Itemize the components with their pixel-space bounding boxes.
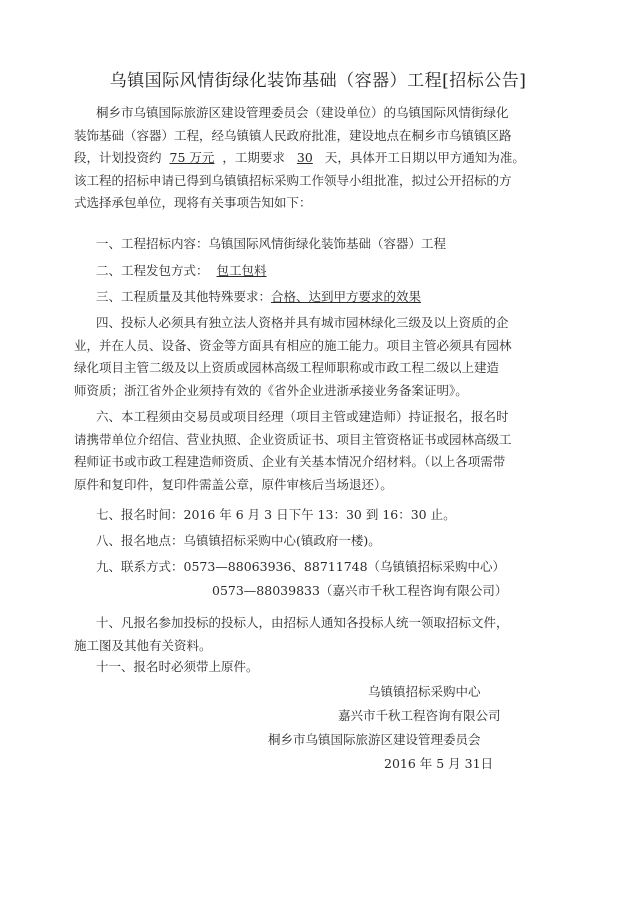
intro-invest-label: 段，计划投资约 bbox=[74, 150, 162, 165]
item-1-scope: 一、工程招标内容：乌镇国际风情街绿化装饰基础（容器）工程 bbox=[96, 236, 447, 251]
signature-org-1: 乌镇镇招标采购中心 bbox=[368, 684, 481, 699]
docs-line-3: 程师证书或市政工程建造师资质、企业有关基本情况介绍材料。（以上各项需带 bbox=[74, 454, 506, 469]
docs-line-4: 原件和复印件，复印件需盖公章，原件审核后当场退还）。 bbox=[74, 476, 393, 492]
intro-line-5: 式选择承包单位，现将有关事项告知如下： bbox=[74, 195, 312, 210]
documents-line-1: 十、凡报名参加投标的投标人，由招标人通知各投标人统一领取招标文件， bbox=[96, 615, 509, 630]
intro-paragraph bbox=[74, 102, 556, 215]
item-8-location: 八、报名地点：乌镇镇招标采购中心(镇政府一楼)。 bbox=[96, 533, 381, 548]
documents-line-2: 施工图及其他有关资料。 bbox=[74, 637, 212, 653]
intro-duration-label: ，工期要求 bbox=[222, 150, 285, 165]
intro-start-note: 天，具体开工日期以甲方通知为准。 bbox=[324, 150, 525, 165]
signature-date: 2016 年 5 月 31日 bbox=[384, 756, 494, 771]
item-9-contact: 九、联系方式：0573—88063936、88711748（乌镇镇招标采购中心） bbox=[96, 559, 506, 574]
qualification-line-3: 绿化项目主管二级及以上资质或园林高级工程师职称或市政工程二级以上建造 bbox=[74, 360, 500, 375]
intro-line-4: 该工程的招标申请已得到乌镇镇招标采购工作领导小组批准，拟过公开招标的方 bbox=[74, 172, 512, 188]
item-10-documents bbox=[74, 612, 556, 657]
item-11-originals: 十一、报名时必须带上原件。 bbox=[96, 659, 259, 674]
docs-line-2: 请携带单位介绍信、营业执照、企业资质证书、项目主管资格证书或园林高级工 bbox=[74, 431, 512, 447]
signature-org-2: 嘉兴市千秋工程咨询有限公司 bbox=[338, 708, 501, 723]
page-title: 乌镇国际风情街绿化装饰基础（容器）工程[招标公告] bbox=[109, 71, 527, 91]
intro-line-1: 桐乡市乌镇国际旅游区建设管理委员会（建设单位）的乌镇国际风情街绿化 bbox=[96, 105, 509, 120]
intro-line-2: 装饰基础（容器）工程，经乌镇镇人民政府批准，建设地点在桐乡市乌镇镇区路 bbox=[74, 127, 512, 143]
duration-days: 30 bbox=[296, 150, 313, 165]
quality-label: 三、工程质量及其他特殊要求： bbox=[96, 289, 272, 304]
qualification-line-2: 业，并在人员、设备、资金等方面具有相应的施工能力。项目主管必须具有园林 bbox=[74, 337, 512, 353]
item-7-time: 七、报名时间：2016 年 6 月 3 日下午 13：30 到 16：30 止。 bbox=[96, 507, 456, 522]
item-4-qualification bbox=[74, 312, 556, 402]
item-6-registration-docs bbox=[74, 406, 556, 496]
item-2-contract bbox=[96, 260, 556, 283]
qualification-line-1: 四、投标人必须具有独立法人资格并具有城市园林绿化三级及以上资质的企 bbox=[96, 315, 509, 330]
docs-line-1: 六、本工程须由交易员或项目经理（项目主管或建造师）持证报名，报名时 bbox=[96, 409, 509, 424]
contract-type: 包工包料 bbox=[216, 263, 267, 278]
signature-org-3: 桐乡市乌镇国际旅游区建设管理委员会 bbox=[268, 732, 481, 747]
contract-label: 二、工程发包方式： bbox=[96, 263, 209, 278]
item-3-quality bbox=[96, 286, 556, 309]
item-9-contact-2: 0573—88039833（嘉兴市千秋工程咨询有限公司） bbox=[212, 583, 508, 598]
intro-line-3 bbox=[74, 147, 556, 170]
quality-requirement: 合格、达到甲方要求的效果 bbox=[271, 289, 422, 304]
qualification-line-4: 师资质；浙江省外企业须持有效的《省外企业进浙承接业务备案证明》。 bbox=[74, 382, 468, 398]
invest-amount: 75 万元 bbox=[169, 150, 215, 165]
